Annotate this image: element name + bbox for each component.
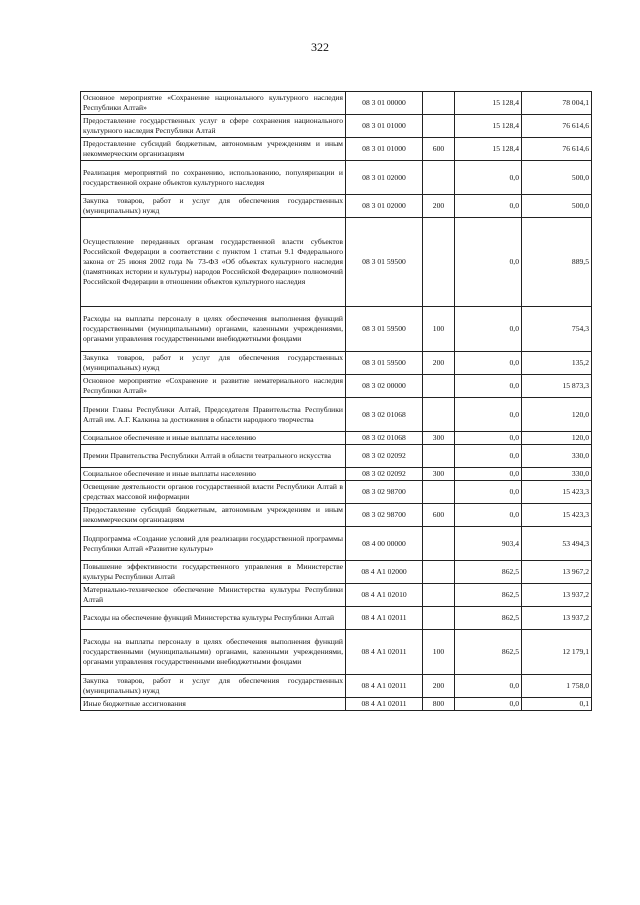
target-article-code-cell: 08 3 02 01068 xyxy=(346,432,423,445)
expense-type-cell: 200 xyxy=(423,195,455,218)
expense-name-cell: Закупка товаров, работ и услуг для обеспечения государственных (муниципальных) нужд xyxy=(81,195,346,218)
target-article-code-cell: 08 3 02 01068 xyxy=(346,398,423,432)
table-row xyxy=(81,630,592,675)
expense-name-cell: Социальное обеспечение и иные выплаты населению xyxy=(81,432,346,445)
target-article-code-cell: 08 4 А1 02011 xyxy=(346,630,423,675)
amount-federal-cell: 0,0 xyxy=(455,504,522,527)
table-row xyxy=(81,115,592,138)
amount-federal-cell: 862,5 xyxy=(455,584,522,607)
amount-federal-cell: 0,0 xyxy=(455,218,522,307)
amount-total-cell: 0,1 xyxy=(522,698,592,711)
table-row xyxy=(81,352,592,375)
amount-total-cell: 1 758,0 xyxy=(522,675,592,698)
table-row xyxy=(81,675,592,698)
amount-federal-cell: 862,5 xyxy=(455,630,522,675)
expense-name-cell: Закупка товаров, работ и услуг для обеспечения государственных (муниципальных) нужд xyxy=(81,352,346,375)
table-row xyxy=(81,607,592,630)
amount-total-cell: 120,0 xyxy=(522,398,592,432)
expense-type-cell xyxy=(423,115,455,138)
expense-type-cell: 100 xyxy=(423,307,455,352)
amount-total-cell: 15 873,3 xyxy=(522,375,592,398)
table-row xyxy=(81,92,592,115)
expense-name-cell: Премии Правительства Республики Алтай в области театрального искусства xyxy=(81,445,346,468)
target-article-code-cell: 08 3 02 98700 xyxy=(346,481,423,504)
target-article-code-cell: 08 4 А1 02011 xyxy=(346,698,423,711)
amount-federal-cell: 0,0 xyxy=(455,307,522,352)
amount-federal-cell: 15 128,4 xyxy=(455,92,522,115)
expense-name-cell: Реализация мероприятий по сохранению, использованию, популяризации и государственной охране объектов культурного наследия xyxy=(81,161,346,195)
target-article-code-cell: 08 4 А1 02011 xyxy=(346,675,423,698)
target-article-code-cell: 08 3 01 02000 xyxy=(346,161,423,195)
expense-name-cell: Иные бюджетные ассигнования xyxy=(81,698,346,711)
expense-type-cell: 300 xyxy=(423,432,455,445)
target-article-code-cell: 08 3 01 59500 xyxy=(346,352,423,375)
target-article-code-cell: 08 4 А1 02011 xyxy=(346,607,423,630)
amount-total-cell: 15 423,3 xyxy=(522,481,592,504)
target-article-code-cell: 08 4 00 00000 xyxy=(346,527,423,561)
target-article-code-cell: 08 4 А1 02010 xyxy=(346,584,423,607)
target-article-code-cell: 08 3 02 98700 xyxy=(346,504,423,527)
table-row xyxy=(81,527,592,561)
expense-type-cell xyxy=(423,92,455,115)
expense-name-cell: Предоставление субсидий бюджетным, автономным учреждениям и иным некоммерческим организациям xyxy=(81,138,346,161)
page-number: 322 xyxy=(311,40,329,54)
target-article-code-cell: 08 3 01 59500 xyxy=(346,307,423,352)
table-row xyxy=(81,584,592,607)
amount-total-cell: 13 967,2 xyxy=(522,561,592,584)
amount-federal-cell: 0,0 xyxy=(455,195,522,218)
amount-total-cell: 13 937,2 xyxy=(522,607,592,630)
amount-total-cell: 13 937,2 xyxy=(522,584,592,607)
amount-total-cell: 53 494,3 xyxy=(522,527,592,561)
expense-type-cell: 100 xyxy=(423,630,455,675)
amount-total-cell: 76 614,6 xyxy=(522,115,592,138)
amount-federal-cell: 0,0 xyxy=(455,445,522,468)
expense-name-cell: Предоставление субсидий бюджетным, автономным учреждениям и иным некоммерческим организациям xyxy=(81,504,346,527)
expense-type-cell: 600 xyxy=(423,504,455,527)
table-row xyxy=(81,398,592,432)
table-row xyxy=(81,375,592,398)
amount-total-cell: 500,0 xyxy=(522,161,592,195)
amount-federal-cell: 0,0 xyxy=(455,375,522,398)
expense-name-cell: Осуществление переданных органам государственной власти субъектов Российской Федерации в соответствии с пунктом 1 статьи 9.1 Федерального закона от 25 июня 2002 года № 73-ФЗ «Об объектах культурного наследия (памятниках истории и культуры) народов Российской Федерации» полномочий Российской Федерации в отношении объектов культурного наследия xyxy=(81,218,346,307)
amount-total-cell: 120,0 xyxy=(522,432,592,445)
expense-type-cell xyxy=(423,398,455,432)
target-article-code-cell: 08 3 02 02092 xyxy=(346,445,423,468)
amount-federal-cell: 0,0 xyxy=(455,698,522,711)
amount-total-cell: 754,3 xyxy=(522,307,592,352)
amount-federal-cell: 0,0 xyxy=(455,161,522,195)
amount-total-cell: 15 423,3 xyxy=(522,504,592,527)
target-article-code-cell: 08 3 01 02000 xyxy=(346,195,423,218)
amount-federal-cell: 903,4 xyxy=(455,527,522,561)
amount-total-cell: 330,0 xyxy=(522,468,592,481)
amount-federal-cell: 0,0 xyxy=(455,352,522,375)
table-row xyxy=(81,468,592,481)
table-row xyxy=(81,445,592,468)
table-row xyxy=(81,307,592,352)
amount-federal-cell: 0,0 xyxy=(455,468,522,481)
table-row xyxy=(81,195,592,218)
expense-name-cell: Основное мероприятие «Сохранение и развитие нематериального наследия Республики Алтай» xyxy=(81,375,346,398)
expense-name-cell: Расходы на выплаты персоналу в целях обеспечения выполнения функций государственными (муниципальными) органами, казенными учреждениями, органами управления государственными внебюджетными фондами xyxy=(81,307,346,352)
expense-type-cell xyxy=(423,445,455,468)
amount-federal-cell: 862,5 xyxy=(455,607,522,630)
expense-name-cell: Предоставление государственных услуг в сфере сохранения национального культурного наследия Республики Алтай xyxy=(81,115,346,138)
target-article-code-cell: 08 3 02 00000 xyxy=(346,375,423,398)
target-article-code-cell: 08 4 А1 02000 xyxy=(346,561,423,584)
expense-type-cell: 800 xyxy=(423,698,455,711)
target-article-code-cell: 08 3 01 59500 xyxy=(346,218,423,307)
table-row xyxy=(81,138,592,161)
expense-type-cell: 200 xyxy=(423,675,455,698)
expense-type-cell xyxy=(423,161,455,195)
expense-type-cell xyxy=(423,584,455,607)
expense-type-cell xyxy=(423,607,455,630)
expense-type-cell xyxy=(423,481,455,504)
expense-type-cell xyxy=(423,527,455,561)
table-row xyxy=(81,504,592,527)
target-article-code-cell: 08 3 01 01000 xyxy=(346,115,423,138)
expense-name-cell: Расходы на выплаты персоналу в целях обеспечения выполнения функций государственными (муниципальными) органами, казенными учреждениями, органами управления государственными внебюджетными фондами xyxy=(81,630,346,675)
expense-name-cell: Повышение эффективности государственного управления в Министерстве культуры Республики Алтай xyxy=(81,561,346,584)
amount-federal-cell: 0,0 xyxy=(455,675,522,698)
expense-name-cell: Расходы на обеспечение функций Министерства культуры Республики Алтай xyxy=(81,607,346,630)
amount-total-cell: 135,2 xyxy=(522,352,592,375)
table-row xyxy=(81,481,592,504)
table-row xyxy=(81,432,592,445)
expense-type-cell xyxy=(423,561,455,584)
amount-federal-cell: 15 128,4 xyxy=(455,138,522,161)
target-article-code-cell: 08 3 01 00000 xyxy=(346,92,423,115)
amount-total-cell: 500,0 xyxy=(522,195,592,218)
expense-type-cell xyxy=(423,218,455,307)
expense-name-cell: Освещение деятельности органов государственной власти Республики Алтай в средствах массовой информации xyxy=(81,481,346,504)
amount-federal-cell: 0,0 xyxy=(455,481,522,504)
expense-name-cell: Основное мероприятие «Сохранение национального культурного наследия Республики Алтай» xyxy=(81,92,346,115)
amount-total-cell: 889,5 xyxy=(522,218,592,307)
target-article-code-cell: 08 3 01 01000 xyxy=(346,138,423,161)
budget-table xyxy=(80,91,592,711)
expense-name-cell: Социальное обеспечение и иные выплаты населению xyxy=(81,468,346,481)
amount-federal-cell: 0,0 xyxy=(455,432,522,445)
table-row xyxy=(81,218,592,307)
table-row xyxy=(81,161,592,195)
table-row xyxy=(81,561,592,584)
amount-total-cell: 12 179,1 xyxy=(522,630,592,675)
expense-name-cell: Материально-техническое обеспечение Министерства культуры Республики Алтай xyxy=(81,584,346,607)
target-article-code-cell: 08 3 02 02092 xyxy=(346,468,423,481)
amount-total-cell: 330,0 xyxy=(522,445,592,468)
expense-type-cell xyxy=(423,375,455,398)
expense-type-cell: 600 xyxy=(423,138,455,161)
table-row xyxy=(81,698,592,711)
amount-total-cell: 78 004,1 xyxy=(522,92,592,115)
expense-name-cell: Премии Главы Республики Алтай, Председателя Правительства Республики Алтай им. А.Г. Калкина за достижения в области народного творчества xyxy=(81,398,346,432)
expense-name-cell: Закупка товаров, работ и услуг для обеспечения государственных (муниципальных) нужд xyxy=(81,675,346,698)
expense-name-cell: Подпрограмма «Создание условий для реализации государственной программы Республики Алтай «Развитие культуры» xyxy=(81,527,346,561)
expense-type-cell: 200 xyxy=(423,352,455,375)
amount-federal-cell: 15 128,4 xyxy=(455,115,522,138)
amount-federal-cell: 862,5 xyxy=(455,561,522,584)
amount-total-cell: 76 614,6 xyxy=(522,138,592,161)
expense-type-cell: 300 xyxy=(423,468,455,481)
amount-federal-cell: 0,0 xyxy=(455,398,522,432)
